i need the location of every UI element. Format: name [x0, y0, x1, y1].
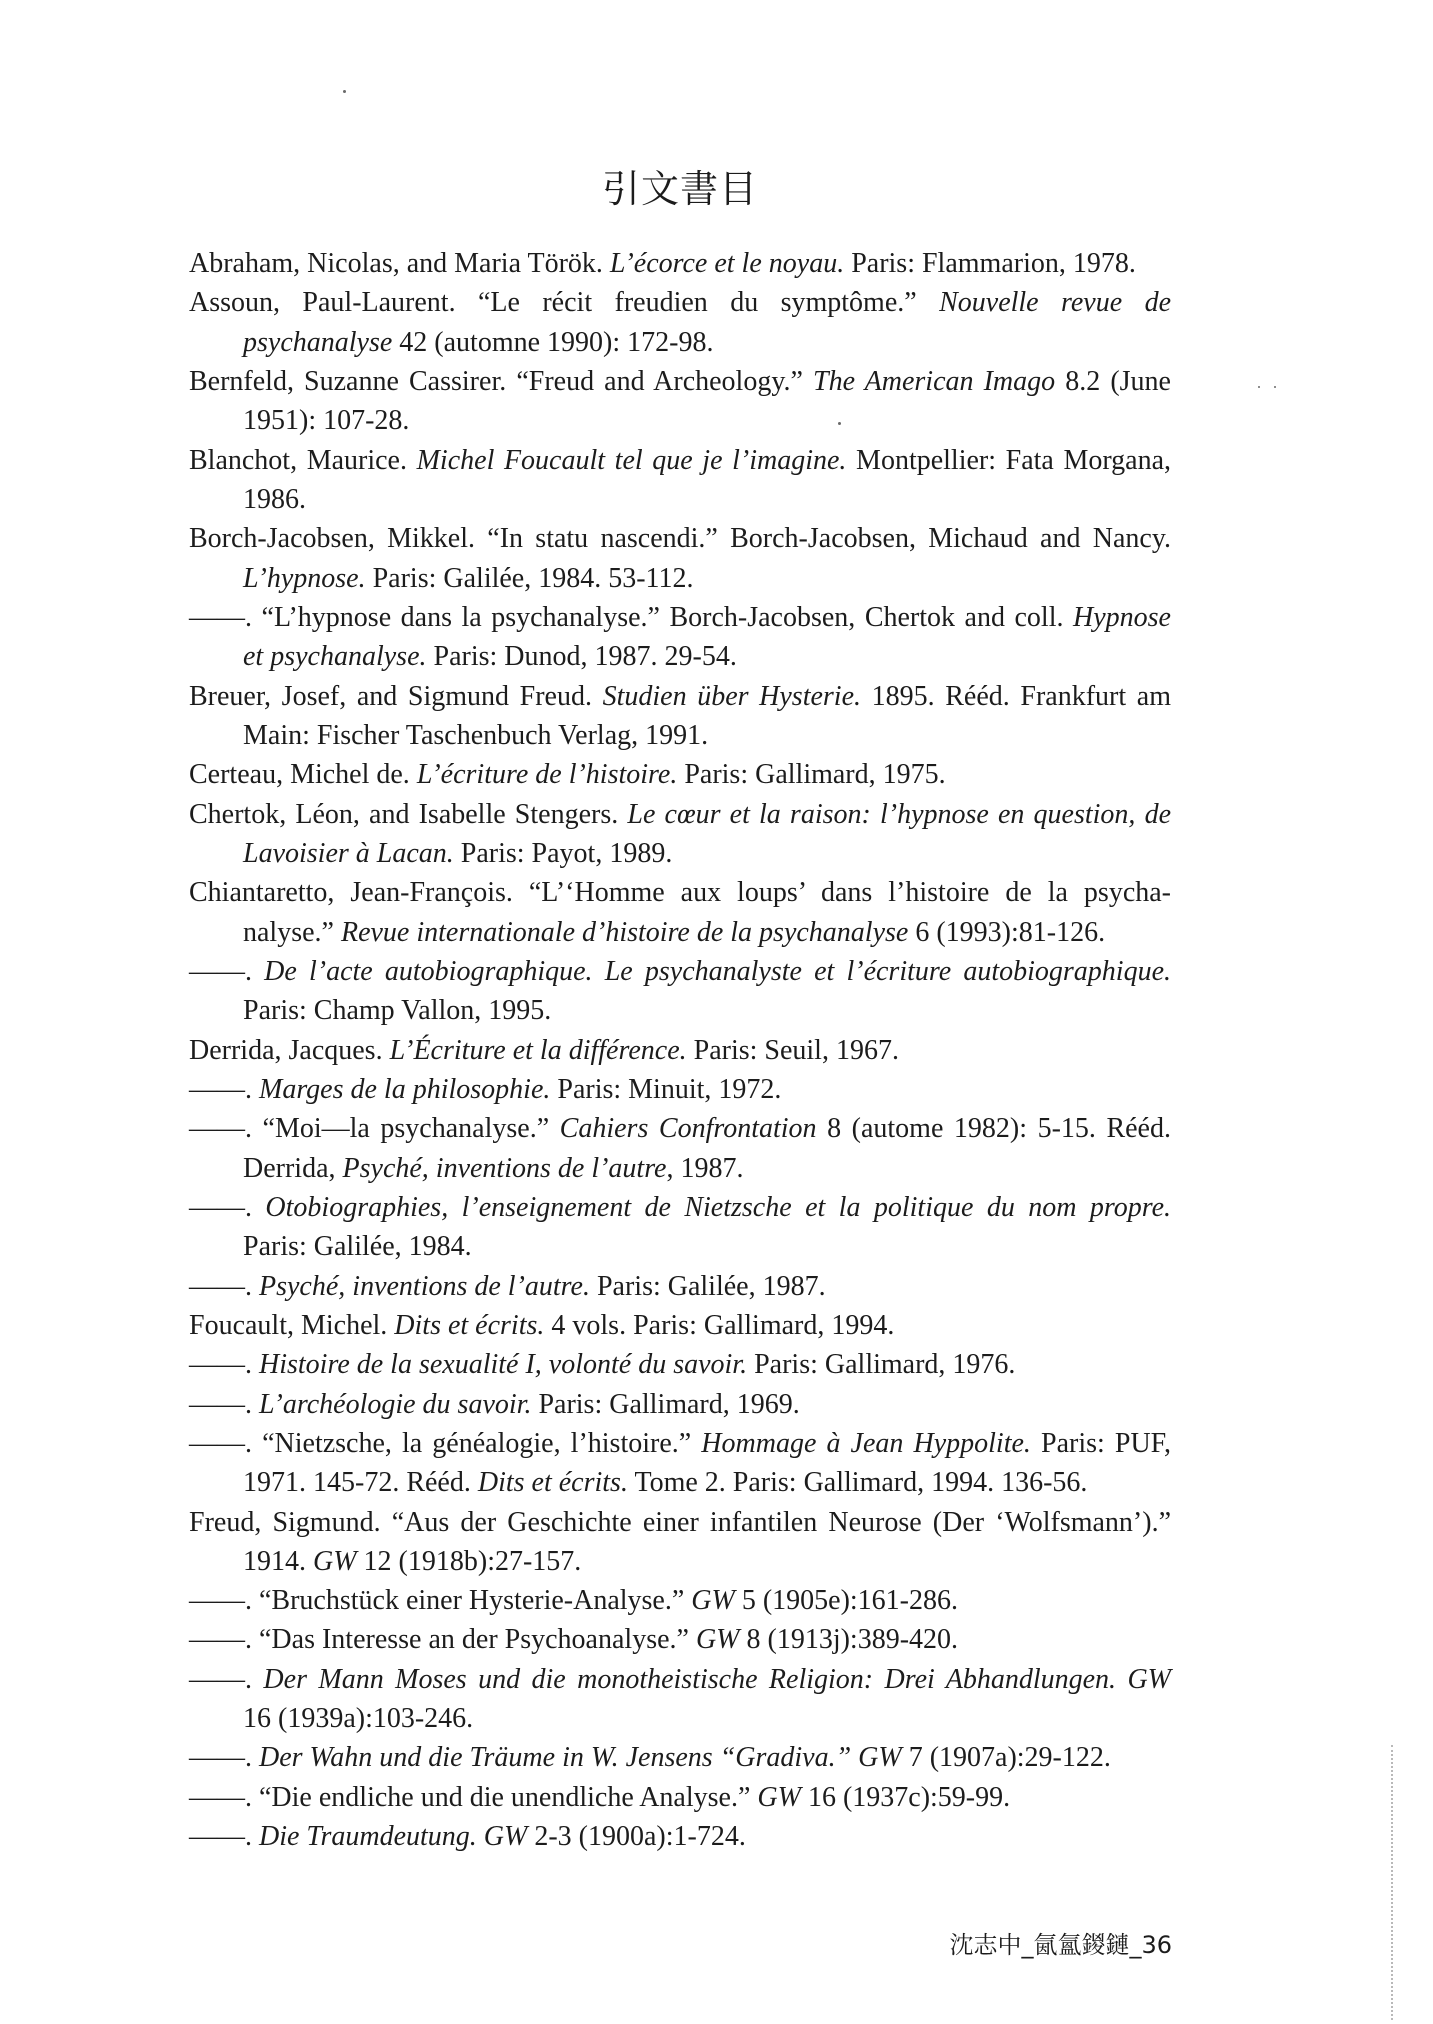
bibliography-entry	[189, 1109, 1171, 1188]
italic-title: Psyché, inventions de l’autre.	[259, 1270, 590, 1302]
entry-line	[189, 1149, 1171, 1188]
bibliography-entry	[189, 1031, 1171, 1070]
bibliography-entry	[189, 1503, 1171, 1582]
entry-line	[189, 1620, 1171, 1659]
entry-line	[189, 323, 1171, 362]
entry-line	[189, 401, 1171, 440]
entry-line	[189, 755, 1171, 794]
bibliography-entry	[189, 519, 1171, 598]
entry-line	[189, 1660, 1171, 1699]
entry-text: Montpellier: Fata Morgana,	[846, 444, 1172, 476]
scan-speck	[343, 90, 346, 93]
italic-title: GW	[695, 1624, 740, 1656]
bibliography-entry	[189, 1345, 1171, 1384]
entry-line	[189, 480, 1171, 519]
bibliography-entry	[189, 362, 1171, 441]
entry-text: Paris: Gallimard, 1975.	[677, 759, 946, 791]
entry-text: ——. “Bruchstück einer Hysterie-Analyse.”	[189, 1585, 692, 1617]
entry-text: Freud, Sigmund. “Aus der Geschichte einer infantilen Neurose (Der ‘Wolfsmann’).”	[189, 1506, 1171, 1538]
entry-line	[189, 795, 1171, 834]
italic-title: L’écorce et le noyau.	[609, 248, 845, 279]
entry-text: Assoun, Paul-Laurent. “Le récit freudien du symptôme.”	[189, 287, 940, 319]
italic-title: Dits et écrits.	[477, 1467, 628, 1499]
italic-title: Dits et écrits.	[394, 1309, 545, 1341]
bibliography-entry	[189, 1385, 1171, 1424]
entry-text: 12 (1918b):27-157.	[356, 1545, 582, 1577]
entry-text: Chertok, Léon, and Isabelle Stengers.	[189, 798, 628, 830]
bibliography-entry	[189, 1660, 1171, 1739]
entry-line	[189, 1227, 1171, 1266]
scan-speck	[1258, 386, 1260, 388]
entry-line	[189, 1031, 1171, 1070]
bibliography-entry	[189, 441, 1171, 520]
entry-text: Paris: Gallimard, 1969.	[531, 1388, 800, 1420]
entry-text: Borch-Jacobsen, Mikkel. “In statu nascendi.” Borch-Jacobsen, Michaud and Nancy.	[189, 523, 1171, 555]
entry-text: Paris: Dunod, 1987. 29-54.	[426, 641, 737, 673]
italic-title: Otobiographies, l’enseignement de Nietzsche et la politique du nom propre.	[265, 1191, 1172, 1223]
entry-text: Blanchot, Maurice.	[189, 444, 417, 476]
bibliography-entry	[189, 873, 1171, 952]
entry-text: Chiantaretto, Jean-François. “L’‘Homme aux loups’ dans l’histoire de la psycha-	[189, 877, 1171, 909]
bibliography-entry	[189, 283, 1171, 362]
entry-text: 1986.	[243, 483, 306, 515]
entry-text: ——.	[189, 1821, 259, 1853]
entry-line	[189, 1581, 1171, 1620]
entry-line	[189, 677, 1171, 716]
entry-text: Paris: Payot, 1989.	[453, 837, 673, 869]
bibliography-entry	[189, 755, 1171, 794]
scan-edge-line	[1391, 1745, 1393, 2020]
italic-title: L’archéologie du savoir.	[259, 1388, 532, 1420]
italic-title: L’écriture de l’histoire.	[416, 759, 678, 791]
entry-text: ——. “Moi—la psychanalyse.”	[189, 1113, 560, 1145]
entry-line	[189, 1738, 1171, 1777]
italic-title: Der Wahn und die Träume in W. Jensens “Gradiva.” GW	[259, 1742, 902, 1774]
entry-line	[189, 598, 1171, 637]
entry-line	[189, 1817, 1171, 1856]
entry-text: 16 (1939a):103-246.	[243, 1703, 474, 1735]
entry-text: 16 (1937c):59-99.	[800, 1781, 1011, 1813]
entry-line	[189, 1424, 1171, 1463]
italic-title: Histoire de la sexualité I, volonté du savoir.	[259, 1349, 748, 1381]
entry-line	[189, 1345, 1171, 1384]
entry-text: ——.	[189, 955, 265, 987]
bibliography-entry	[189, 1817, 1171, 1856]
entry-text: 8.2 (June	[1055, 365, 1171, 397]
entry-text: ——.	[189, 1742, 259, 1774]
entry-line	[189, 834, 1171, 873]
entry-line	[189, 559, 1171, 598]
entry-text: ——. “Das Interesse an der Psychoanalyse.”	[189, 1624, 696, 1656]
italic-title: GW	[691, 1585, 735, 1617]
italic-title: Revue internationale d’histoire de la psychanalyse	[340, 916, 909, 948]
entry-text: ——. “L’hypnose dans la psychanalyse.” Borch-Jacobsen, Chertok and coll.	[189, 601, 1074, 633]
entry-line	[189, 716, 1171, 755]
bibliography-entry	[189, 598, 1171, 677]
entry-text: , 1987.	[666, 1152, 744, 1184]
entry-text: 42 (automne 1990): 172-98.	[392, 326, 714, 358]
entry-line	[189, 1385, 1171, 1424]
entry-text: Foucault, Michel.	[189, 1309, 395, 1341]
entry-text: 4 vols. Paris: Gallimard, 1994.	[544, 1309, 895, 1341]
entry-line	[189, 441, 1171, 480]
entry-text: Paris: Flammarion, 1978.	[844, 248, 1136, 279]
italic-title: Cahiers Confrontation	[559, 1113, 817, 1145]
page-footer: 沈志中_氤氳鍐鏈_36	[949, 1931, 1172, 1959]
italic-title: GW	[757, 1781, 801, 1813]
italic-title: Lavoisier à Lacan.	[243, 837, 454, 869]
entry-line	[189, 1699, 1171, 1738]
entry-line	[189, 1778, 1171, 1817]
bibliography-entry	[189, 1738, 1171, 1777]
entry-text: Paris: Galilée, 1984.	[243, 1231, 472, 1263]
bibliography-entry	[189, 952, 1171, 1031]
entry-text: Tome 2. Paris: Gallimard, 1994. 136-56.	[627, 1467, 1088, 1499]
entry-text: ——. “Nietzsche, la généalogie, l’histoire.”	[189, 1427, 702, 1459]
entry-text: 6 (1993):81-126.	[908, 916, 1106, 948]
entry-text: Paris: Champ Vallon, 1995.	[243, 995, 552, 1027]
entry-text: ——.	[189, 1270, 259, 1302]
italic-title: L’Écriture et la différence.	[389, 1034, 687, 1066]
italic-title: Psyché, inventions de l’autre	[342, 1152, 667, 1184]
italic-title: GW	[313, 1545, 357, 1577]
bibliography-entry	[189, 795, 1171, 874]
entry-text: Paris: Seuil, 1967.	[686, 1034, 899, 1066]
bibliography-entry	[189, 1620, 1171, 1659]
entry-text: nalyse.”	[243, 916, 341, 948]
entry-text: Bernfeld, Suzanne Cassirer. “Freud and Archeology.”	[189, 365, 814, 397]
entry-text: Paris: Galilée, 1987.	[589, 1270, 826, 1302]
entry-text: 2-3 (1900a):1-724.	[527, 1821, 746, 1853]
entry-text: Abraham, Nicolas, and Maria Török.	[189, 248, 610, 279]
entry-line	[189, 362, 1171, 401]
entry-text: ——.	[189, 1073, 259, 1105]
entry-line	[189, 1070, 1171, 1109]
entry-text: 1971. 145-72. Rééd.	[243, 1467, 478, 1499]
entry-text: Derrida, Jacques.	[189, 1034, 390, 1066]
entry-line	[189, 244, 1171, 283]
italic-title: et psychanalyse.	[243, 641, 427, 673]
entry-text: Derrida,	[243, 1152, 343, 1184]
entry-line	[189, 991, 1171, 1030]
italic-title: Studien über Hysterie.	[602, 680, 862, 712]
entry-line	[189, 1463, 1171, 1502]
entry-line	[189, 952, 1171, 991]
italic-title: Marges de la philosophie.	[259, 1073, 551, 1105]
entry-line	[189, 1542, 1171, 1581]
italic-title: Hypnose	[1073, 601, 1171, 633]
entry-text: 7 (1907a):29-122.	[901, 1742, 1111, 1774]
bibliography-entry	[189, 1778, 1171, 1817]
page-title: 引文書目	[601, 167, 758, 211]
italic-title: Die Traumdeutung. GW	[259, 1821, 528, 1853]
italic-title: Nouvelle revue de	[939, 287, 1171, 319]
entry-text: Paris: Galilée, 1984. 53-112.	[365, 562, 694, 594]
entry-line	[189, 1306, 1171, 1345]
entry-text: Main: Fischer Taschenbuch Verlag, 1991.	[243, 719, 709, 751]
italic-title: De l’acte autobiographique. Le psychanalyste et l’écriture autobiographique.	[264, 955, 1171, 987]
bibliography-entry	[189, 1070, 1171, 1109]
entry-text: Paris: Gallimard, 1976.	[747, 1349, 1016, 1381]
entry-text: ——.	[189, 1191, 266, 1223]
italic-title: Michel Foucault tel que je l’imagine.	[416, 444, 847, 476]
entry-text: ——. “Die endliche und die unendliche Analyse.”	[189, 1781, 758, 1813]
entry-text: Paris: Minuit, 1972.	[550, 1073, 782, 1105]
bibliography-entry	[189, 1188, 1171, 1267]
entry-text: 5 (1905e):161-286.	[734, 1585, 959, 1617]
entry-line	[189, 1503, 1171, 1542]
italic-title: Le cœur et la raison: l’hypnose en question, de	[627, 798, 1171, 830]
entry-line	[189, 1267, 1171, 1306]
entry-text: Certeau, Michel de.	[189, 759, 417, 791]
entry-text: 1895. Rééd. Frankfurt am	[861, 680, 1171, 712]
bibliography-entry	[189, 677, 1171, 756]
bibliography-entry	[189, 1267, 1171, 1306]
entry-line	[189, 519, 1171, 558]
italic-title: Hommage à Jean Hyppolite.	[701, 1427, 1031, 1459]
bibliography-entry	[189, 1424, 1171, 1503]
entry-line	[189, 873, 1171, 912]
entry-text: 8 (1913j):389-420.	[739, 1624, 959, 1656]
italic-title: psychanalyse	[243, 326, 393, 358]
entry-text: Paris: PUF,	[1030, 1427, 1172, 1459]
entry-line	[189, 1109, 1171, 1148]
entry-line	[189, 637, 1171, 676]
italic-title: Der Mann Moses und die monotheistische Religion: Drei Abhandlungen. GW	[263, 1663, 1171, 1695]
entry-text: 8 (autome 1982): 5-15. Rééd.	[816, 1113, 1171, 1145]
italic-title: L’hypnose.	[243, 562, 366, 594]
entry-text: 1914.	[243, 1545, 313, 1577]
bibliography-entry	[189, 1306, 1171, 1345]
entry-text: ——.	[189, 1663, 264, 1695]
entry-line	[189, 283, 1171, 322]
entry-text: ——.	[189, 1388, 259, 1420]
scan-speck	[1274, 386, 1276, 388]
entry-line	[189, 1188, 1171, 1227]
entry-text: ——.	[189, 1349, 259, 1381]
entry-text: Breuer, Josef, and Sigmund Freud.	[189, 680, 603, 712]
bibliography-list	[189, 244, 1171, 1856]
entry-text: 1951): 107-28.	[243, 405, 410, 437]
italic-title: The American Imago	[813, 365, 1056, 397]
entry-line	[189, 913, 1171, 952]
bibliography-entry	[189, 1581, 1171, 1620]
bibliography-entry	[189, 244, 1171, 283]
